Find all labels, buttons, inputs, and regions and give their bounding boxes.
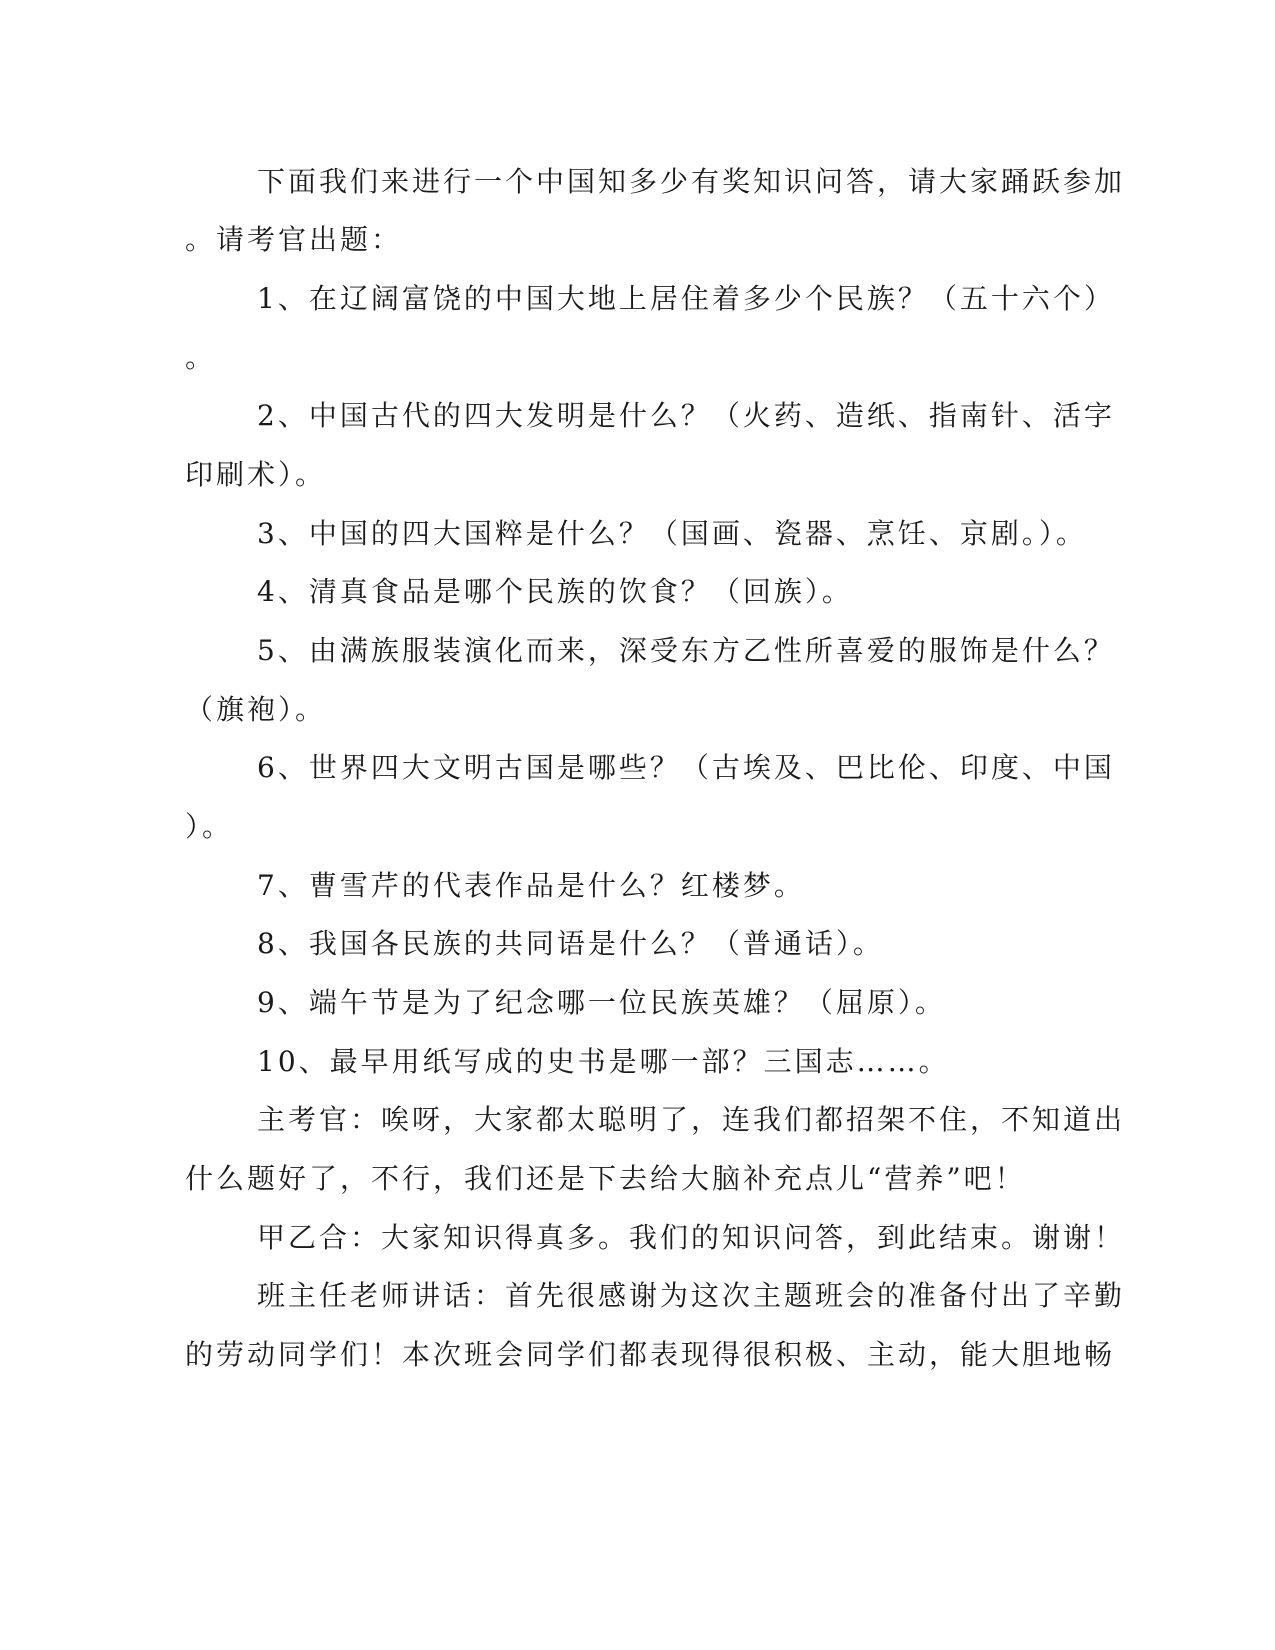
question-5-line-1: 5、由满族服装演化而来，深受东方乙性所喜爱的服饰是什么？ (257, 634, 1115, 667)
question-2-line-2: 印刷术）。 (185, 458, 327, 491)
closing-remark: 甲乙合：大家知识得真多。我们的知识问答，到此结束。谢谢！ (257, 1221, 1126, 1254)
teacher-speech-line-2: 的劳动同学们！本次班会同学们都表现得很积极、主动，能大胆地畅 (185, 1338, 1116, 1371)
question-6-line-2: ）。 (185, 810, 234, 843)
question-8: 8、我国各民族的共同语是什么？（普通话）。 (257, 927, 884, 960)
question-9: 9、端午节是为了纪念哪一位民族英雄？（屈原）。 (257, 986, 946, 1019)
question-1-line-1: 1、在辽阔富饶的中国大地上居住着多少个民族？（五十六个） (257, 282, 1115, 315)
teacher-speech-line-1: 班主任老师讲话：首先很感谢为这次主题班会的准备付出了辛勤 (257, 1279, 1126, 1312)
question-10: 10、最早用纸写成的史书是哪一部？三国志……。 (257, 1045, 950, 1078)
question-4: 4、清真食品是哪个民族的饮食？（回族）。 (257, 575, 853, 608)
question-3: 3、中国的四大国粹是什么？（国画、瓷器、烹饪、京剧。）。 (257, 517, 1087, 550)
examiner-remark-line-1: 主考官：唉呀，大家都太聪明了，连我们都招架不住，不知道出 (257, 1103, 1126, 1136)
paragraph-intro-line-2: 。请考官出题： (185, 223, 403, 256)
question-5-line-2: （旗袍）。 (185, 693, 327, 726)
question-6-line-1: 6、世界四大文明古国是哪些？（古埃及、巴比伦、印度、中国 (257, 751, 1115, 784)
question-7: 7、曹雪芹的代表作品是什么？红楼梦。 (257, 869, 805, 902)
paragraph-intro-line-1: 下面我们来进行一个中国知多少有奖知识问答，请大家踊跃参加 (257, 165, 1126, 198)
question-1-line-2: 。 (185, 341, 217, 374)
question-2-line-1: 2、中国古代的四大发明是什么？（火药、造纸、指南针、活字 (257, 399, 1115, 432)
examiner-remark-line-2: 什么题好了，不行，我们还是下去给大脑补充点儿“营养”吧！ (185, 1162, 1026, 1195)
